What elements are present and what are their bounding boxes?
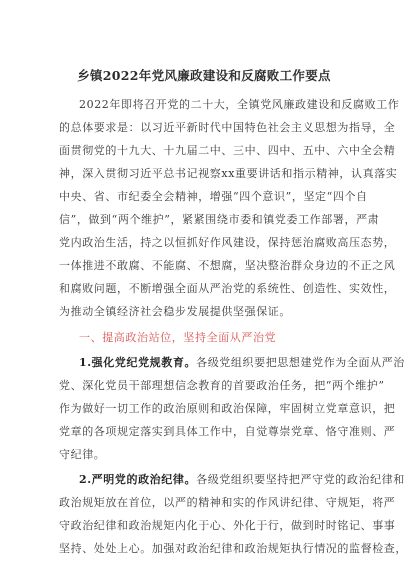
paragraph-line: 党、深化党员干部理想信念教育的首要政治任务，把“两个维护” (59, 379, 385, 392)
document-title: 乡镇2022年党风廉政建设和反腐败工作要点 (77, 68, 331, 83)
item-first-line (79, 356, 405, 370)
paragraph-line: 党章的各项规定落实到具体工作中，自觉尊崇党章、恪守准则、严 (59, 425, 396, 438)
paragraph-line: 作为做好一切工作的政治原则和政治保障，牢固树立党章意识，把 (59, 402, 396, 415)
paragraph-line: 守政治纪律和政治规矩内化于心、外化于行，做到时时铭记、事事 (59, 519, 396, 532)
paragraph-line: 中央、省、市纪委全会精神，增强“四个意识”，坚定“四个自 (59, 190, 368, 203)
paragraph-line: 一体推进不敢腐、不能腐、不想腐，坚决整治群众身边的不正之风 (59, 259, 396, 272)
paragraph-line: 党内政治生活，持之以恒抓好作风建设，保持惩治腐败高压态势， (59, 236, 396, 249)
paragraph-line: 的总体要求是：以习近平新时代中国特色社会主义思想为指导，全 (59, 121, 396, 134)
paragraph-line: 面贯彻党的十九大、十九届二中、三中、四中、五中、六中全会精 (59, 144, 396, 157)
paragraph-line: 政治规矩放在首位，以严的精神和实的作风讲纪律、守规矩，将严 (59, 496, 396, 509)
paragraph-line: 2022年即将召开党的二十大，全镇党风廉政建设和反腐败工作 (79, 98, 400, 111)
item-heading: 1.强化党纪党规教育。 (79, 356, 197, 369)
section-heading: 一、提高政治站位，坚持全面从严治党 (79, 331, 277, 344)
item-text: 各级党组织要坚持把严守党的政治纪律和 (196, 473, 405, 486)
item-heading: 2.严明党的政治纪律。 (79, 473, 197, 486)
item-first-line (79, 473, 405, 487)
paragraph-line: 守纪律。 (59, 448, 106, 461)
paragraph-line: 为推动全镇经济社会稳步发展提供坚强保证。 (59, 305, 291, 318)
paragraph-line: 坚持、处处上心。加强对政治纪律和政治规矩执行情况的监督检查， (59, 542, 407, 555)
item-text: 各级党组织要把思想建党作为全面从严治 (196, 356, 405, 369)
paragraph-line: 神，深入贯彻习近平总书记视察xx重要讲话和指示精神，认真落实 (59, 167, 398, 180)
paragraph-line: 和腐败问题，不断增强全面从严治党的系统性、创造性、实效性， (59, 282, 396, 295)
paragraph-line: 信”，做到“两个维护”，紧紧围绕市委和镇党委工作部署，严肃 (59, 213, 380, 226)
